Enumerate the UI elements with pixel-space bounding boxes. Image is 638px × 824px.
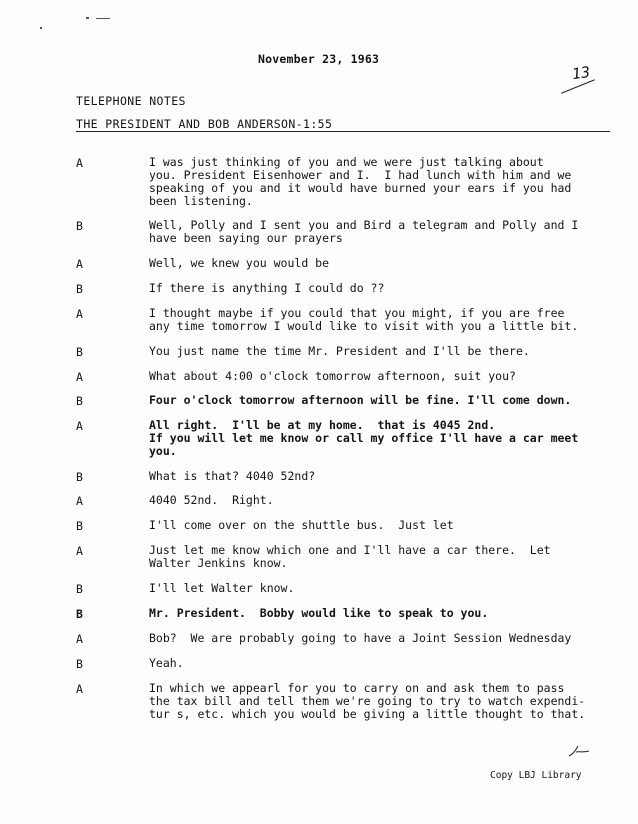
transcript-line: What about 4:00 o'clock tomorrow afternoon, suit you?: [149, 369, 516, 383]
transcript-line: I'll let Walter know.: [149, 581, 295, 595]
speaker-label: A: [76, 682, 83, 696]
speaker-label: A: [76, 419, 83, 433]
title-rule: [76, 131, 610, 132]
transcript-line: have been saying our prayers: [149, 231, 343, 245]
speaker-label: B: [76, 345, 83, 359]
speaker-label: A: [76, 494, 83, 508]
handwritten-page-number: 13: [570, 62, 592, 84]
speaker-label: B: [76, 607, 83, 621]
speaker-label: B: [76, 470, 83, 484]
speaker-label: A: [76, 632, 83, 646]
transcript-line: Four o'clock tomorrow afternoon will be fine. I'll come down.: [149, 393, 572, 407]
transcript-line: speaking of you and it would have burned your ears if you had: [149, 181, 572, 195]
transcript-line: You just name the time Mr. President and I'll be there.: [149, 344, 530, 358]
speaker-label: B: [76, 519, 83, 533]
speaker-label: B: [76, 394, 83, 408]
transcript-line: the tax bill and tell them we're going to try to watch expendi-: [149, 694, 586, 708]
speaker-label: A: [76, 307, 83, 321]
transcript-line: All right. I'll be at my home. that is 4045 2nd.: [149, 418, 496, 432]
document-title: THE PRESIDENT AND BOB ANDERSON-1:55: [76, 117, 333, 131]
transcript-line: What is that? 4040 52nd?: [149, 469, 316, 483]
transcript-line: Yeah.: [149, 656, 184, 670]
transcript-line: Walter Jenkins know.: [149, 556, 288, 570]
speaker-label: B: [76, 219, 83, 233]
transcript-line: tur s, etc. which you would be giving a little thought to that.: [149, 707, 586, 721]
archive-footer: Copy LBJ Library: [490, 770, 582, 781]
transcript-line: In which we appearl for you to carry on and ask them to pass: [149, 681, 565, 695]
scan-speck: [96, 18, 110, 19]
transcript-line: been listening.: [149, 194, 253, 208]
transcript-line: If there is anything I could do ??: [149, 281, 385, 295]
speaker-label: A: [76, 156, 83, 170]
transcript-line: I'll come over on the shuttle bus. Just let: [149, 518, 454, 532]
transcript-line: Just let me know which one and I'll have a car there. Let: [149, 543, 551, 557]
transcript-line: Mr. President. Bobby would like to speak to you.: [149, 606, 489, 620]
speaker-label: A: [76, 370, 83, 384]
transcript-line: you. President Eisenhower and I. I had lunch with him and we: [149, 168, 572, 182]
scan-speck: [40, 27, 42, 29]
speaker-label: A: [76, 544, 83, 558]
document-date: November 23, 1963: [258, 52, 380, 66]
header-label: TELEPHONE NOTES: [76, 94, 186, 108]
speaker-label: A: [76, 257, 83, 271]
transcript-line: I thought maybe if you could that you might, if you are free: [149, 306, 565, 320]
transcript-line: I was just thinking of you and we were just talking about: [149, 155, 544, 169]
speaker-label: B: [76, 657, 83, 671]
speaker-label: B: [76, 582, 83, 596]
transcript-line: Well, Polly and I sent you and Bird a telegram and Polly and I: [149, 218, 579, 232]
transcript-line: Well, we knew you would be: [149, 256, 330, 270]
transcript-line: 4040 52nd. Right.: [149, 493, 274, 507]
scan-speck: [86, 17, 89, 19]
transcript-line: any time tomorrow I would like to visit with you a little bit.: [149, 319, 579, 333]
transcript-line: you.: [149, 444, 177, 458]
transcript-line: Bob? We are probably going to have a Joint Session Wednesday: [149, 631, 572, 645]
transcript-line: If you will let me know or call my office I'll have a car meet: [149, 431, 579, 445]
handwritten-initials-mark: [568, 744, 590, 758]
speaker-label: B: [76, 282, 83, 296]
